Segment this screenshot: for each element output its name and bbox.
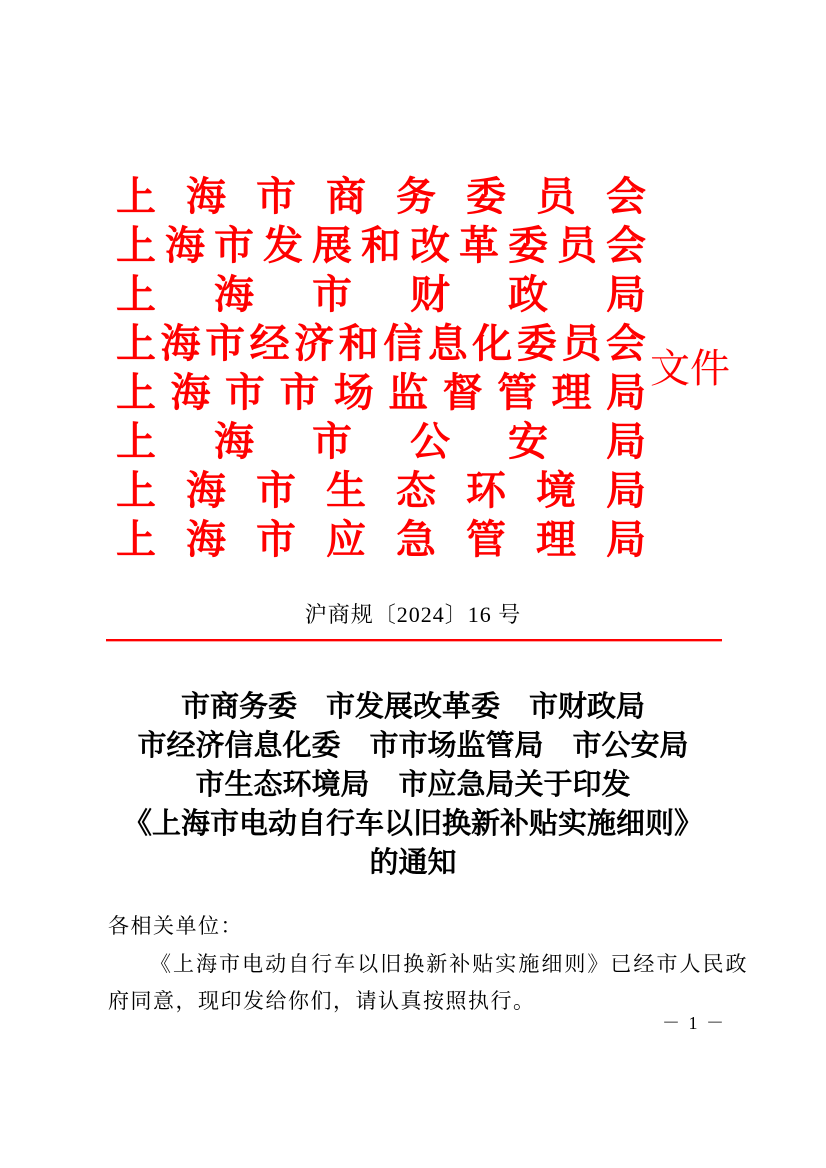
document-reference-number: 沪商规〔2024〕16 号 xyxy=(304,602,522,627)
agency-line-finance-bureau: 上 海 市 财 政 局 xyxy=(116,272,646,317)
agency-line-economy-informatization-commission: 上 海 市 经 济 和 信 息 化 委 员 会 xyxy=(116,321,646,366)
title-line: 市经济信息化委 市市场监管局 市公安局 xyxy=(137,730,689,762)
agency-line-development-reform-commission: 上 海 市 发 展 和 改 革 委 员 会 xyxy=(116,223,646,268)
body-paragraph: 《上海市电动自行车以旧换新补贴实施细则》已经市人民政府同意，现印发给你们，请认真按照执行。 xyxy=(108,952,748,1013)
agency-line-market-supervision-bureau: 上 海 市 市 场 监 督 管 理 局 xyxy=(116,370,646,415)
notice-body xyxy=(108,908,748,1020)
page-number: － 1 － xyxy=(662,1013,726,1033)
document-label: 文件 xyxy=(650,346,730,391)
title-line: 市商务委 市发展改革委 市财政局 xyxy=(180,691,645,723)
agency-line-emergency-management-bureau: 上 海 市 应 急 管 理 局 xyxy=(116,517,646,562)
agency-line-ecology-environment-bureau: 上 海 市 生 态 环 境 局 xyxy=(116,468,646,513)
title-line: 市生态环境局 市应急局关于印发 xyxy=(195,769,631,801)
title-line: 《上海市电动自行车以旧换新补贴实施细则》 xyxy=(122,808,703,840)
salutation: 各相关单位： xyxy=(108,914,243,938)
notice-title xyxy=(48,688,778,883)
red-divider-line xyxy=(106,639,722,641)
issuing-agencies-block xyxy=(116,172,646,564)
agency-line-commerce-commission: 上 海 市 商 务 委 员 会 xyxy=(116,174,646,219)
agency-line-public-security-bureau: 上 海 市 公 安 局 xyxy=(116,419,646,464)
title-line: 的通知 xyxy=(369,847,457,879)
